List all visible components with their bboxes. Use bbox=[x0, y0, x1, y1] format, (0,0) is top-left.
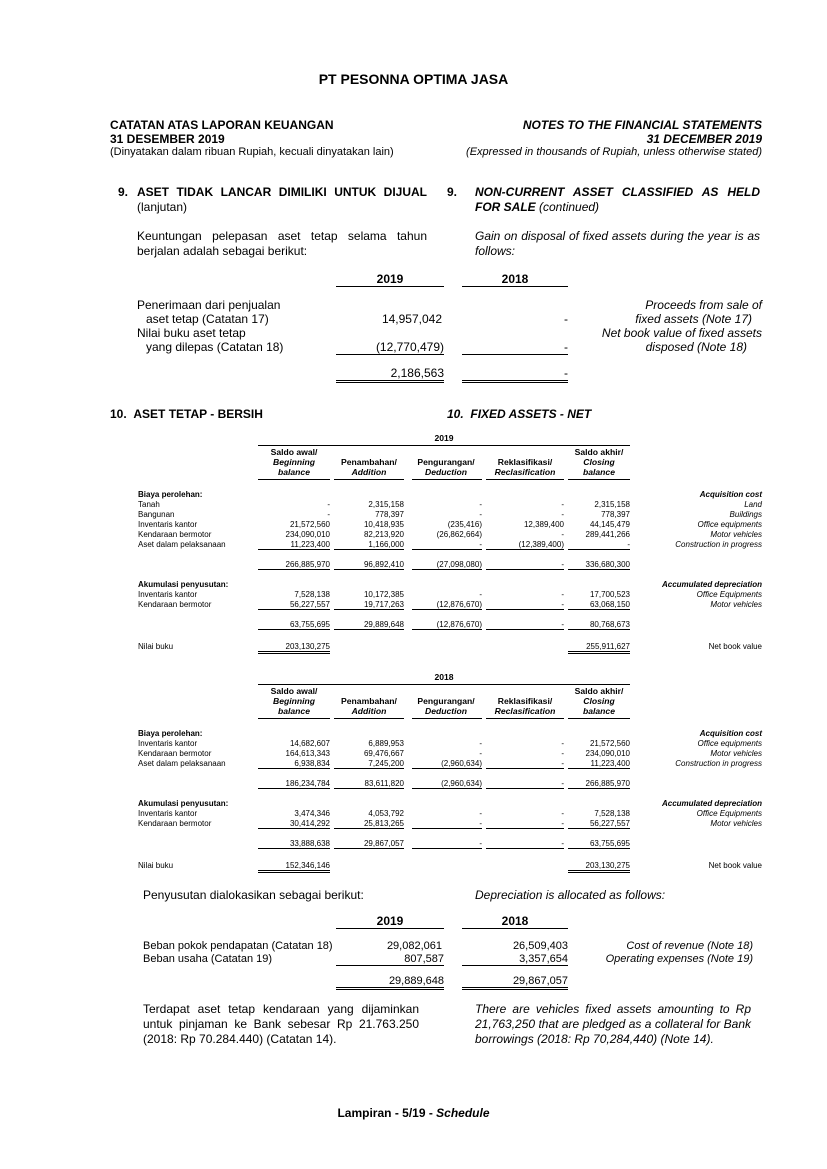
col-header-deduction-id: Pengurangan/ bbox=[417, 696, 475, 706]
cost-row-value: 6,938,834 bbox=[258, 759, 330, 769]
cost-row-label-en: Motor vehicles bbox=[710, 749, 762, 758]
col-header-addition-id: Penambahan/ bbox=[341, 696, 397, 706]
cost-row-value: 14,682,607 bbox=[289, 739, 330, 748]
cost-row-value: - bbox=[327, 510, 330, 519]
col-header-beginning-en-2: balance bbox=[277, 706, 310, 716]
col-header-closing-en-2: balance bbox=[582, 706, 615, 716]
depr-row1-2019: 29,082,061 bbox=[386, 940, 442, 952]
section9-number-en: 9. bbox=[447, 185, 458, 199]
cost-total-value: 336,680,300 bbox=[568, 560, 630, 570]
section9-cont-id: (lanjutan) bbox=[137, 200, 188, 214]
cost-row-value: 289,441,266 bbox=[585, 530, 630, 539]
cost-row-value: 69,476,667 bbox=[363, 749, 404, 758]
cost-row-value: 11,223,400 bbox=[258, 540, 330, 550]
cost-row-label-en: Buildings bbox=[729, 510, 762, 519]
dep-row-value: - bbox=[412, 819, 482, 829]
page-footer bbox=[0, 1106, 827, 1120]
section9-title-id: ASET TIDAK LANCAR DIMILIKI UNTUK DIJUAL bbox=[137, 185, 427, 199]
col-header-underline bbox=[568, 718, 630, 719]
cost-total-value: - bbox=[486, 560, 564, 570]
depr-row1-en: Cost of revenue (Note 18) bbox=[626, 940, 753, 952]
cost-label-en: Acquisition cost bbox=[699, 729, 762, 738]
cost-total-value: 266,885,970 bbox=[258, 560, 330, 570]
cost-total-value: (27,098,080) bbox=[412, 560, 482, 570]
depr-intro-en: Depreciation is allocated as follows: bbox=[475, 888, 666, 902]
section9-title-en-2 bbox=[475, 200, 599, 214]
dep-total-value: 80,768,673 bbox=[568, 620, 630, 630]
col-header-underline bbox=[412, 718, 482, 719]
cost-row-value: 7,245,200 bbox=[334, 759, 404, 769]
cost-label-en: Acquisition cost bbox=[699, 490, 762, 499]
header-date-id: 31 DESEMBER 2019 bbox=[110, 132, 225, 146]
s9-row2-2019: (12,770,479) bbox=[336, 340, 444, 355]
col-header-reclass-id: Reklasifikasi/ bbox=[497, 457, 553, 467]
year-underline bbox=[258, 684, 630, 685]
cost-row-value: - bbox=[561, 510, 564, 519]
cost-row-value: 82,213,920 bbox=[363, 530, 404, 539]
cost-row-value: - bbox=[479, 510, 482, 519]
dep-total-value: - bbox=[486, 620, 564, 630]
header-note-en: (Expressed in thousands of Rupiah, unless otherwise stated) bbox=[466, 146, 762, 158]
section9-col-2019: 2019 bbox=[336, 272, 444, 287]
year-underline bbox=[258, 445, 630, 446]
cost-row-value: - bbox=[479, 739, 482, 748]
cost-total-value: 186,234,784 bbox=[258, 779, 330, 789]
cost-row-value: 12,389,400 bbox=[523, 520, 564, 529]
header-date-en: 31 DECEMBER 2019 bbox=[646, 132, 762, 146]
cost-row-value: - bbox=[561, 749, 564, 758]
nbv-beginning-value: 152,346,146 bbox=[258, 861, 330, 873]
col-header-underline bbox=[486, 479, 564, 480]
col-header-closing-en-2: balance bbox=[582, 467, 615, 477]
depr-col-2019: 2019 bbox=[336, 914, 444, 929]
cost-row-label-id: Aset dalam pelaksanaan bbox=[138, 759, 226, 768]
dep-row-value: 17,700,523 bbox=[589, 590, 630, 599]
cost-row-value: - bbox=[486, 759, 564, 769]
section10-title-id-text: ASET TETAP - BERSIH bbox=[133, 407, 263, 421]
s9-row2-en-1: Net book value of fixed assets bbox=[601, 326, 762, 340]
dep-row-label-id: Inventaris kantor bbox=[138, 590, 198, 599]
cost-total-value: - bbox=[486, 779, 564, 789]
dep-row-value: 30,414,292 bbox=[258, 819, 330, 829]
dep-label-id: Akumulasi penyusutan: bbox=[138, 580, 229, 589]
s9-row1-en-2: fixed assets (Note 17) bbox=[635, 312, 752, 326]
cost-row-value: (2,960,634) bbox=[412, 759, 482, 769]
section9-title-en: NON-CURRENT ASSET CLASSIFIED AS HELD bbox=[475, 185, 760, 199]
nbv-label-id: Nilai buku bbox=[138, 642, 174, 651]
cost-row-value: (235,416) bbox=[447, 520, 482, 529]
section9-cont-en: (continued) bbox=[539, 200, 600, 214]
dep-row-value: - bbox=[479, 809, 482, 818]
dep-row-value: 63,068,150 bbox=[568, 600, 630, 610]
col-header-addition-en: Addition bbox=[351, 467, 387, 477]
cost-row-label-id: Bangunan bbox=[138, 510, 175, 519]
depr-total-2018: 29,867,057 bbox=[462, 975, 568, 990]
dep-row-value: - bbox=[561, 809, 564, 818]
col-header-closing-en: Closing bbox=[583, 457, 615, 467]
dep-total-value: 29,867,057 bbox=[334, 839, 404, 849]
dep-row-value: 3,474,346 bbox=[294, 809, 330, 818]
cost-total-value: 266,885,970 bbox=[568, 779, 630, 789]
col-header-addition-en: Addition bbox=[351, 706, 387, 716]
dep-total-value: (12,876,670) bbox=[412, 620, 482, 630]
cost-row-value: 778,397 bbox=[601, 510, 630, 519]
depr-row2-en: Operating expenses (Note 19) bbox=[605, 953, 753, 965]
col-header-underline bbox=[258, 718, 330, 719]
s9-total-2019: 2,186,563 bbox=[336, 366, 444, 383]
cost-label-id: Biaya perolehan: bbox=[138, 490, 203, 499]
dep-total-value: - bbox=[412, 839, 482, 849]
col-header-closing-id: Saldo akhir/ bbox=[574, 686, 624, 696]
section9-title-en-line2: FOR SALE bbox=[475, 200, 536, 214]
cost-row-label-id: Inventaris kantor bbox=[138, 739, 198, 748]
cost-row-value: 2,315,158 bbox=[368, 500, 404, 509]
s9-row1-id-1: Penerimaan dari penjualan bbox=[137, 298, 281, 312]
section9-number: 9. bbox=[118, 185, 129, 199]
table-year: 2019 bbox=[434, 433, 454, 443]
dep-row-value: (12,876,670) bbox=[412, 600, 482, 610]
col-header-deduction-id: Pengurangan/ bbox=[417, 457, 475, 467]
col-header-underline bbox=[334, 479, 404, 480]
depr-row2-id: Beban usaha (Catatan 19) bbox=[143, 953, 273, 965]
s9-row1-2019: 14,957,042 bbox=[381, 312, 442, 326]
section10-number: 10. bbox=[110, 407, 127, 421]
section9-intro-id: Keuntungan pelepasan aset tetap selama tahun berjalan adalah sebagai berikut: bbox=[137, 229, 427, 258]
section10-title-en-text: FIXED ASSETS - NET bbox=[470, 407, 592, 421]
header-title-en: NOTES TO THE FINANCIAL STATEMENTS bbox=[522, 118, 762, 132]
depr-row1-2018: 26,509,403 bbox=[512, 940, 568, 952]
cost-row-label-en: Construction in progress bbox=[675, 759, 762, 768]
section10-title-id bbox=[110, 407, 263, 421]
dep-total-value: - bbox=[486, 839, 564, 849]
cost-row-value: 44,145,479 bbox=[589, 520, 630, 529]
cost-row-value: (12,389,400) bbox=[486, 540, 564, 550]
cost-row-value: - bbox=[568, 540, 630, 550]
col-header-closing-en: Closing bbox=[583, 696, 615, 706]
dep-row-value: 56,227,557 bbox=[258, 600, 330, 610]
col-header-underline bbox=[258, 479, 330, 480]
nbv-closing-value: 203,130,275 bbox=[568, 861, 630, 873]
dep-row-value: - bbox=[561, 590, 564, 599]
col-header-beginning-id: Saldo awal/ bbox=[270, 447, 318, 457]
dep-row-label-en: Motor vehicles bbox=[710, 600, 762, 609]
section10-number-en: 10. bbox=[447, 407, 464, 421]
dep-row-label-id: Kendaraan bermotor bbox=[138, 819, 212, 828]
page-schedule: Schedule bbox=[436, 1106, 490, 1120]
depr-total-2019: 29,889,648 bbox=[336, 975, 444, 990]
s9-row1-2018: - bbox=[564, 312, 568, 326]
dep-total-value: 33,888,638 bbox=[258, 839, 330, 849]
cost-row-value: - bbox=[561, 739, 564, 748]
pledge-note-en: There are vehicles fixed assets amounting to Rp 21,763,250 that are pledged as a collateral for Bank borrowings (2018: Rp 70,284,440) (Note 14). bbox=[475, 1002, 751, 1046]
cost-row-label-en: Construction in progress bbox=[675, 540, 762, 549]
col-header-underline bbox=[486, 718, 564, 719]
dep-row-label-en: Motor vehicles bbox=[710, 819, 762, 828]
dep-row-label-en: Office Equipments bbox=[696, 809, 762, 818]
dep-row-label-id: Kendaraan bermotor bbox=[138, 600, 212, 609]
dep-row-label-id: Inventaris kantor bbox=[138, 809, 198, 818]
s9-row2-2018: - bbox=[462, 340, 568, 355]
cost-row-value: 2,315,158 bbox=[594, 500, 630, 509]
dep-row-value: - bbox=[486, 600, 564, 610]
dep-row-value: - bbox=[486, 819, 564, 829]
depr-row2-2018: 3,357,654 bbox=[462, 953, 568, 966]
cost-row-value: 164,613,343 bbox=[285, 749, 330, 758]
cost-row-label-en: Land bbox=[744, 500, 762, 509]
dep-label-id: Akumulasi penyusutan: bbox=[138, 799, 229, 808]
dep-row-value: 10,172,385 bbox=[363, 590, 404, 599]
cost-row-value: - bbox=[479, 500, 482, 509]
dep-row-value: 4,053,792 bbox=[368, 809, 404, 818]
cost-row-label-en: Motor vehicles bbox=[710, 530, 762, 539]
col-header-deduction-en: Deduction bbox=[424, 706, 467, 716]
cost-row-value: - bbox=[327, 500, 330, 509]
dep-total-value: 63,755,695 bbox=[258, 620, 330, 630]
col-header-beginning-en: Beginning bbox=[272, 457, 315, 467]
cost-row-value: 21,572,560 bbox=[289, 520, 330, 529]
cost-row-value: 11,223,400 bbox=[568, 759, 630, 769]
cost-total-value: (2,960,634) bbox=[412, 779, 482, 789]
cost-row-value: 234,090,010 bbox=[585, 749, 630, 758]
section10-title-en bbox=[447, 407, 591, 421]
dep-row-value: 7,528,138 bbox=[594, 809, 630, 818]
s9-row2-id-2: yang dilepas (Catatan 18) bbox=[146, 340, 284, 354]
depr-row2-2019: 807,587 bbox=[336, 953, 444, 966]
pledge-note-id: Terdapat aset tetap kendaraan yang dijaminkan untuk pinjaman ke Bank sebesar Rp 21.763.250 (2018: Rp 70.284.440) (Catatan 14). bbox=[143, 1002, 419, 1046]
col-header-beginning-id: Saldo awal/ bbox=[270, 686, 318, 696]
header-title-id: CATATAN ATAS LAPORAN KEUANGAN bbox=[110, 118, 334, 132]
cost-row-value: 21,572,560 bbox=[589, 739, 630, 748]
company-name: PT PESONNA OPTIMA JASA bbox=[318, 71, 509, 87]
cost-label-id: Biaya perolehan: bbox=[138, 729, 203, 738]
nbv-label-en: Net book value bbox=[708, 861, 762, 870]
depr-col-2018: 2018 bbox=[462, 914, 568, 929]
s9-total-2018: - bbox=[462, 366, 568, 383]
s9-row2-en-2: disposed (Note 18) bbox=[645, 340, 747, 354]
dep-total-value: 29,889,648 bbox=[334, 620, 404, 630]
cost-row-label-id: Inventaris kantor bbox=[138, 520, 198, 529]
cost-row-value: - bbox=[479, 749, 482, 758]
col-header-closing-id: Saldo akhir/ bbox=[574, 447, 624, 457]
cost-total-value: 96,892,410 bbox=[334, 560, 404, 570]
cost-row-value: 1,166,000 bbox=[334, 540, 404, 550]
dep-row-value: 19,717,263 bbox=[334, 600, 404, 610]
cost-row-label-en: Office equipments bbox=[697, 739, 762, 748]
col-header-reclass-id: Reklasifikasi/ bbox=[497, 696, 553, 706]
cost-row-value: 6,889,953 bbox=[368, 739, 404, 748]
col-header-reclass-en: Reclasification bbox=[494, 467, 556, 477]
cost-row-label-id: Tanah bbox=[138, 500, 160, 509]
cost-row-label-id: Kendaraan bermotor bbox=[138, 530, 212, 539]
col-header-beginning-en-2: balance bbox=[277, 467, 310, 477]
cost-row-value: 778,397 bbox=[375, 510, 404, 519]
s9-row1-en-1: Proceeds from sale of bbox=[645, 298, 762, 312]
cost-row-label-id: Aset dalam pelaksanaan bbox=[138, 540, 226, 549]
col-header-addition-id: Penambahan/ bbox=[341, 457, 397, 467]
nbv-closing-value: 255,911,627 bbox=[568, 642, 630, 654]
dep-total-value: 63,755,695 bbox=[568, 839, 630, 849]
dep-label-en: Accumulated depreciation bbox=[661, 799, 762, 808]
nbv-label-id: Nilai buku bbox=[138, 861, 174, 870]
col-header-underline bbox=[334, 718, 404, 719]
col-header-reclass-en: Reclasification bbox=[494, 706, 556, 716]
depr-intro-id: Penyusutan dialokasikan sebagai berikut: bbox=[143, 888, 364, 902]
dep-row-value: 7,528,138 bbox=[294, 590, 330, 599]
col-header-underline bbox=[568, 479, 630, 480]
s9-row2-id-1: Nilai buku aset tetap bbox=[137, 326, 246, 340]
cost-row-value: - bbox=[561, 530, 564, 539]
cost-row-value: 10,418,935 bbox=[363, 520, 404, 529]
nbv-beginning-value: 203,130,275 bbox=[258, 642, 330, 654]
section9-intro-en: Gain on disposal of fixed assets during the year is as follows: bbox=[475, 229, 760, 258]
cost-row-label-en: Office equipments bbox=[697, 520, 762, 529]
cost-row-label-id: Kendaraan bermotor bbox=[138, 749, 212, 758]
col-header-deduction-en: Deduction bbox=[424, 467, 467, 477]
col-header-underline bbox=[412, 479, 482, 480]
nbv-label-en: Net book value bbox=[708, 642, 762, 651]
header-note-id: (Dinyatakan dalam ribuan Rupiah, kecuali dinyatakan lain) bbox=[110, 146, 394, 158]
table-year: 2018 bbox=[434, 672, 454, 682]
dep-row-value: - bbox=[479, 590, 482, 599]
dep-row-label-en: Office Equipments bbox=[696, 590, 762, 599]
dep-row-value: 56,227,557 bbox=[568, 819, 630, 829]
cost-row-value: - bbox=[561, 500, 564, 509]
cost-row-value: - bbox=[412, 540, 482, 550]
cost-total-value: 83,611,820 bbox=[334, 779, 404, 789]
dep-row-value: 25,813,265 bbox=[334, 819, 404, 829]
s9-row1-id-2: aset tetap (Catatan 17) bbox=[146, 312, 269, 326]
cost-row-value: 234,090,010 bbox=[285, 530, 330, 539]
section9-col-2018: 2018 bbox=[462, 272, 568, 287]
page-number: Lampiran - 5/19 - bbox=[337, 1106, 437, 1120]
depr-row1-id: Beban pokok pendapatan (Catatan 18) bbox=[143, 940, 333, 952]
cost-row-value: (26,862,664) bbox=[436, 530, 482, 539]
dep-label-en: Accumulated depreciation bbox=[661, 580, 762, 589]
col-header-beginning-en: Beginning bbox=[272, 696, 315, 706]
